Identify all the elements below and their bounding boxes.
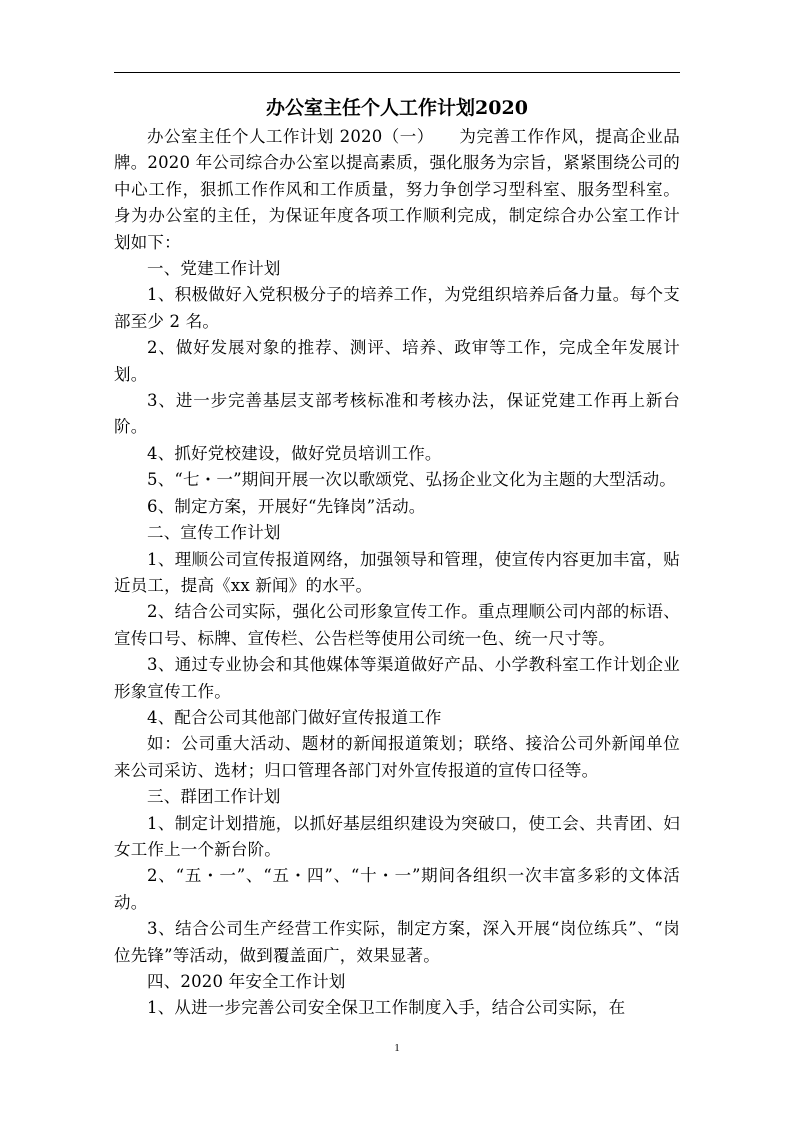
- list-item: 2、做好发展对象的推荐、测评、培养、政审等工作，完成全年发展计划。: [114, 338, 680, 384]
- section-heading-mass-organizations: 三、群团工作计划: [147, 787, 281, 807]
- section-heading-publicity: 二、宣传工作计划: [147, 523, 281, 543]
- list-item: 1、积极做好入党积极分子的培养工作，为党组织培养后备力量。每个支部至少 2 名。: [114, 285, 680, 331]
- header-rule: [114, 72, 680, 73]
- list-item: 4、配合公司其他部门做好宣传报道工作: [147, 707, 442, 727]
- list-item: 3、结合公司生产经营工作实际，制定方案，深入开展“岗位练兵”、“岗位先锋”等活动，做到覆盖面广，效果显著。: [114, 919, 680, 965]
- section-heading-safety: 四、2020 年安全工作计划: [147, 972, 346, 991]
- list-item: 2、结合公司实际，强化公司形象宣传工作。重点理顺公司内部的标语、宣传口号、标牌、宣传栏、公告栏等使用公司统一色、统一尺寸等。: [114, 602, 680, 648]
- intro-paragraph: 办公室主任个人工作计划 2020（一） 为完善工作作风，提高企业品牌。2020 年公司综合办公室以提高素质，强化服务为宗旨，紧紧围绕公司的中心工作，狠抓工作作风和工作质量，努力争创学习型科室、服务型科室。身为办公室的主任，为保证年度各项工作顺利完成，制定综合办公室工作计划如下：: [114, 127, 680, 252]
- list-item: 3、进一步完善基层支部考核标准和考核办法，保证党建工作再上新台阶。: [114, 391, 680, 437]
- list-item: 3、通过专业协会和其他媒体等渠道做好产品、小学教科室工作计划企业形象宣传工作。: [114, 655, 680, 701]
- list-item: 2、“五・一”、“五・四”、“十・一”期间各组织一次丰富多彩的文体活动。: [114, 866, 680, 912]
- list-item: 4、抓好党校建设，做好党员培训工作。: [147, 443, 442, 463]
- section-heading-party-building: 一、党建工作计划: [147, 259, 281, 279]
- list-item: 1、从进一步完善公司安全保卫工作制度入手，结合公司实际，在: [147, 998, 626, 1018]
- list-item: 6、制定方案，开展好“先锋岗”活动。: [147, 496, 426, 516]
- list-item: 5、“七・一”期间开展一次以歌颂党、弘扬企业文化为主题的大型活动。: [147, 470, 676, 490]
- example-paragraph: 如：公司重大活动、题材的新闻报道策划；联络、接洽公司外新闻单位来公司采访、选材；归口管理各部门对外宣传报道的宣传口径等。: [114, 734, 680, 780]
- list-item: 1、理顺公司宣传报道网络，加强领导和管理，使宣传内容更加丰富，贴近员工，提高《xx 新闻》的水平。: [114, 549, 680, 595]
- list-item: 1、制定计划措施，以抓好基层组织建设为突破口，使工会、共青团、妇女工作上一个新台阶。: [114, 813, 680, 859]
- document-title: 办公室主任个人工作计划2020: [266, 97, 528, 119]
- document-body: [114, 124, 680, 1022]
- page-number: 1: [394, 1042, 400, 1054]
